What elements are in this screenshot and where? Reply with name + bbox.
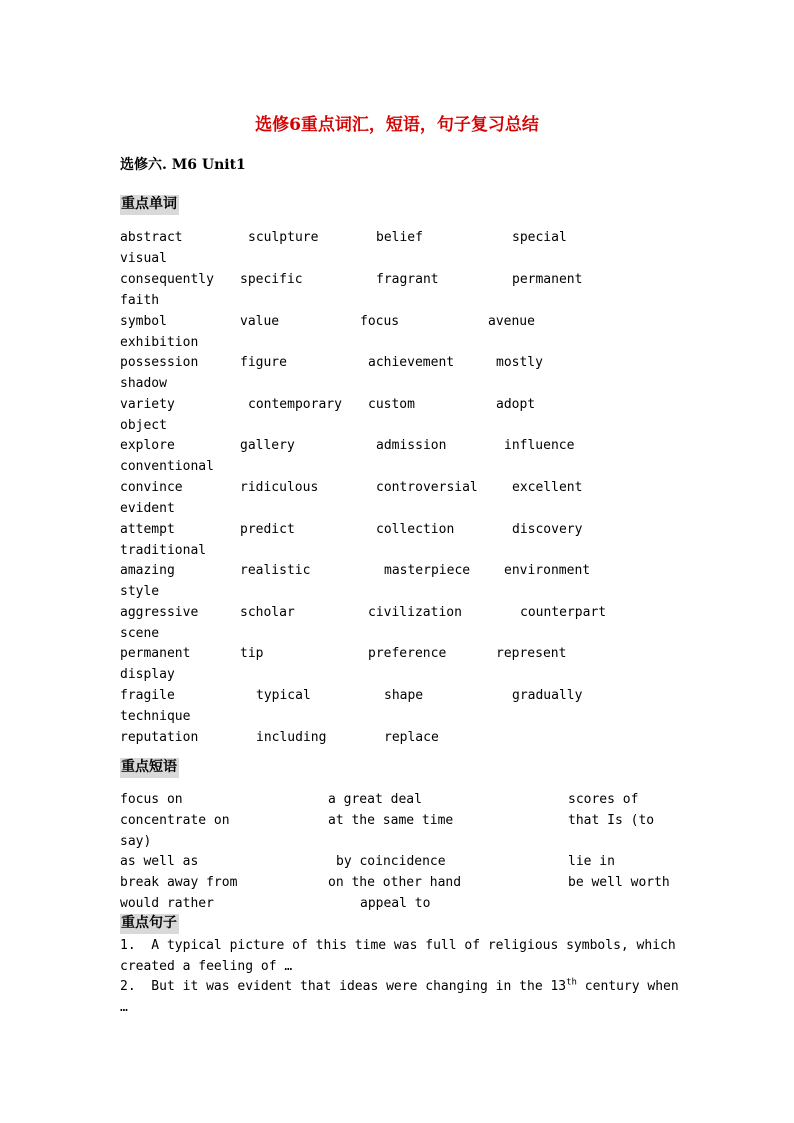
word: permanent	[512, 272, 583, 287]
word: style	[120, 584, 160, 599]
word: represent	[496, 646, 567, 661]
phrase-row	[120, 810, 700, 849]
phrase: scores of	[568, 792, 639, 807]
word-row	[120, 269, 700, 308]
sentence-item	[120, 935, 684, 977]
word: gallery	[240, 438, 295, 453]
phrase: as well as	[120, 854, 199, 869]
word: focus	[360, 314, 400, 329]
word: exhibition	[120, 335, 199, 350]
word: admission	[376, 438, 447, 453]
word: shadow	[120, 376, 167, 391]
word: custom	[368, 397, 415, 412]
phrase: that Is (to	[568, 813, 655, 828]
word: realistic	[240, 563, 311, 578]
phrase: at the same time	[328, 813, 454, 828]
word: amazing	[120, 563, 175, 578]
sentence-text: century when …	[120, 979, 687, 1015]
word: convince	[120, 480, 183, 495]
phrase-row	[120, 851, 700, 872]
word: value	[240, 314, 280, 329]
phrase-row	[120, 893, 700, 914]
phrase: by coincidence	[336, 854, 446, 869]
word-row	[120, 435, 700, 474]
word: special	[512, 230, 567, 245]
word: achievement	[368, 355, 455, 370]
word: gradually	[512, 688, 583, 703]
word: influence	[504, 438, 575, 453]
word: including	[256, 730, 327, 745]
word: symbol	[120, 314, 167, 329]
page-title: 选修6重点词汇，短语，句子复习总结	[255, 115, 539, 135]
sentence-item	[120, 976, 687, 1018]
word: specific	[240, 272, 303, 287]
word-row	[120, 477, 700, 516]
phrase-row	[120, 789, 700, 810]
word: attempt	[120, 522, 175, 537]
word: excellent	[512, 480, 583, 495]
word-row	[120, 227, 700, 266]
word: traditional	[120, 543, 207, 558]
word-row	[120, 727, 700, 748]
word: reputation	[120, 730, 199, 745]
phrase: be well worth	[568, 875, 670, 890]
phrases-section-label: 重点短语	[120, 758, 179, 778]
word: faith	[120, 293, 160, 308]
word: variety	[120, 397, 175, 412]
phrase: lie in	[568, 854, 615, 869]
word: fragile	[120, 688, 175, 703]
sentence-text: 1. A typical picture of this time was full of religious symbols, which created a feeling of …	[120, 938, 684, 974]
word: counterpart	[520, 605, 607, 620]
word: typical	[256, 688, 311, 703]
word: controversial	[376, 480, 478, 495]
phrase-row	[120, 872, 700, 893]
word: fragrant	[376, 272, 439, 287]
word-row	[120, 685, 700, 724]
word: explore	[120, 438, 175, 453]
phrase: concentrate on	[120, 813, 230, 828]
word: environment	[504, 563, 591, 578]
phrase: focus on	[120, 792, 183, 807]
words-section-label: 重点单词	[120, 195, 179, 215]
word: avenue	[488, 314, 535, 329]
word: discovery	[512, 522, 583, 537]
word: scholar	[240, 605, 295, 620]
word: conventional	[120, 459, 214, 474]
word: ridiculous	[240, 480, 319, 495]
word: display	[120, 667, 175, 682]
word-row	[120, 352, 700, 391]
word: consequently	[120, 272, 214, 287]
word: masterpiece	[384, 563, 471, 578]
word: mostly	[496, 355, 543, 370]
ordinal-suffix: th	[566, 977, 577, 988]
phrase: on the other hand	[328, 875, 462, 890]
phrase: appeal to	[360, 896, 431, 911]
word: belief	[376, 230, 423, 245]
word: adopt	[496, 397, 536, 412]
sentence-text: 2. But it was evident that ideas were changing in the 13	[120, 979, 567, 994]
word: abstract	[120, 230, 183, 245]
unit-heading: 选修六. M6 Unit1	[120, 157, 246, 173]
word: predict	[240, 522, 295, 537]
word: evident	[120, 501, 175, 516]
word: civilization	[368, 605, 462, 620]
phrase: break away from	[120, 875, 238, 890]
phrase: a great deal	[328, 792, 422, 807]
phrase: say)	[120, 834, 152, 849]
word-row	[120, 519, 700, 558]
word: figure	[240, 355, 287, 370]
word: technique	[120, 709, 191, 724]
word: possession	[120, 355, 199, 370]
word: permanent	[120, 646, 191, 661]
word: tip	[240, 646, 264, 661]
word-row	[120, 394, 700, 433]
word: sculpture	[248, 230, 319, 245]
word-row	[120, 602, 700, 641]
word: contemporary	[248, 397, 342, 412]
word: collection	[376, 522, 455, 537]
word: scene	[120, 626, 160, 641]
word: preference	[368, 646, 447, 661]
word: object	[120, 418, 167, 433]
word: shape	[384, 688, 424, 703]
phrase: would rather	[120, 896, 214, 911]
word-row	[120, 311, 700, 350]
word: aggressive	[120, 605, 199, 620]
word: visual	[120, 251, 167, 266]
word: replace	[384, 730, 439, 745]
sentences-section-label: 重点句子	[120, 914, 179, 934]
word-row	[120, 643, 700, 682]
word-row	[120, 560, 700, 599]
